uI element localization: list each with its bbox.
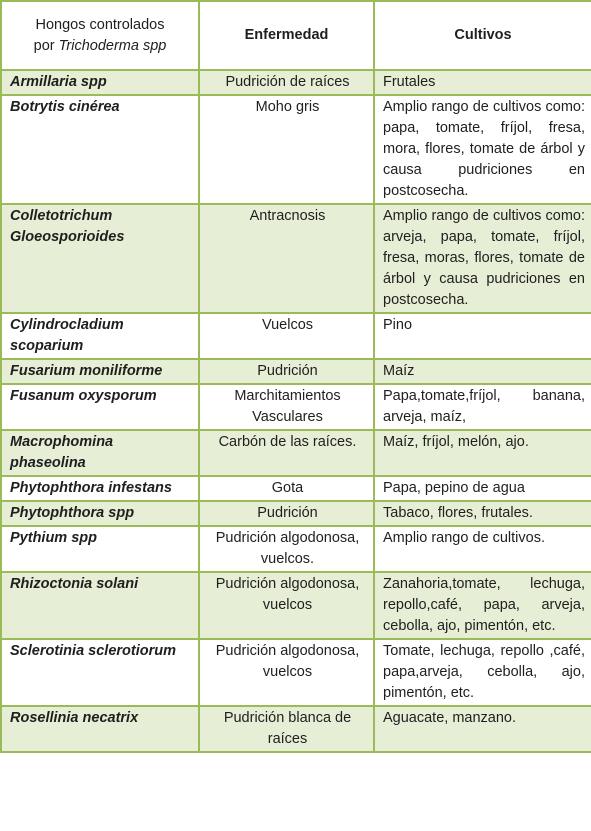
crops-cell: Amplio rango de cultivos como: arveja, papa, tomate, fríjol, fresa, moras, flores, tomate de árbol y causa pudriciones en postcosecha. [374, 204, 591, 313]
header-fungi-italic: Trichoderma spp [58, 37, 167, 54]
crops-cell: Zanahoria,tomate, lechuga, repollo,café, papa, arveja, cebolla, ajo, pimentón, etc. [374, 572, 591, 639]
crops-cell: Tomate, lechuga, repollo ,café, papa,arveja, cebolla, ajo, pimentón, etc. [374, 639, 591, 706]
header-crops: Cultivos [374, 1, 591, 70]
crops-cell: Maíz [374, 359, 591, 384]
fungus-cell: Rosellinia necatrix [1, 706, 199, 752]
table-row [1, 313, 591, 359]
table-row [1, 572, 591, 639]
header-fungi [1, 1, 199, 70]
table-row [1, 706, 591, 752]
crops-cell: Papa, pepino de agua [374, 476, 591, 501]
table-row [1, 384, 591, 430]
crops-cell: Amplio rango de cultivos como: papa, tomate, fríjol, fresa, mora, flores, tomate de árbol y causa pudriciones en postcosecha. [374, 95, 591, 204]
table-row [1, 204, 591, 313]
table-row [1, 476, 591, 501]
table-row [1, 430, 591, 476]
fungus-cell: Botrytis cinérea [1, 95, 199, 204]
crops-cell: Tabaco, flores, frutales. [374, 501, 591, 526]
fungus-cell: Fusarium moniliforme [1, 359, 199, 384]
header-disease: Enfermedad [199, 1, 374, 70]
table-row [1, 359, 591, 384]
crops-cell: Amplio rango de cultivos. [374, 526, 591, 572]
header-fungi-line1: Hongos controlados [35, 16, 165, 33]
table-row [1, 639, 591, 706]
table-row [1, 95, 591, 204]
disease-cell: Antracnosis [199, 204, 374, 313]
fungus-cell: Rhizoctonia solani [1, 572, 199, 639]
fungus-cell: Cylindrocladium scoparium [1, 313, 199, 359]
disease-cell: Pudrición [199, 501, 374, 526]
crops-cell: Frutales [374, 70, 591, 95]
disease-cell: Pudrición blanca de raíces [199, 706, 374, 752]
disease-cell: Marchitamientos Vasculares [199, 384, 374, 430]
crops-cell: Pino [374, 313, 591, 359]
fungus-cell: Sclerotinia sclerotiorum [1, 639, 199, 706]
fungus-cell: Phytophthora infestans [1, 476, 199, 501]
table-row [1, 70, 591, 95]
fungus-cell: Pythium spp [1, 526, 199, 572]
fungus-cell: Macrophomina phaseolina [1, 430, 199, 476]
table-body [1, 70, 591, 752]
header-fungi-prefix: por [33, 37, 59, 54]
disease-cell: Pudrición [199, 359, 374, 384]
crops-cell: Maíz, fríjol, melón, ajo. [374, 430, 591, 476]
disease-cell: Moho gris [199, 95, 374, 204]
disease-cell: Gota [199, 476, 374, 501]
fungus-cell: Phytophthora spp [1, 501, 199, 526]
disease-cell: Pudrición algodonosa, vuelcos [199, 639, 374, 706]
crops-cell: Aguacate, manzano. [374, 706, 591, 752]
fungus-cell: Fusanum oxysporum [1, 384, 199, 430]
fungus-cell: Armillaria spp [1, 70, 199, 95]
header-fungi-line2 [8, 36, 192, 57]
fungus-cell: Colletotrichum Gloeosporioides [1, 204, 199, 313]
disease-cell: Carbón de las raíces. [199, 430, 374, 476]
disease-cell: Pudrición de raíces [199, 70, 374, 95]
crops-cell: Papa,tomate,fríjol, banana, arveja, maíz, [374, 384, 591, 430]
table-row [1, 526, 591, 572]
disease-cell: Vuelcos [199, 313, 374, 359]
table-row [1, 501, 591, 526]
disease-cell: Pudrición algodonosa, vuelcos [199, 572, 374, 639]
disease-cell: Pudrición algodonosa, vuelcos. [199, 526, 374, 572]
table-header-row [1, 1, 591, 70]
